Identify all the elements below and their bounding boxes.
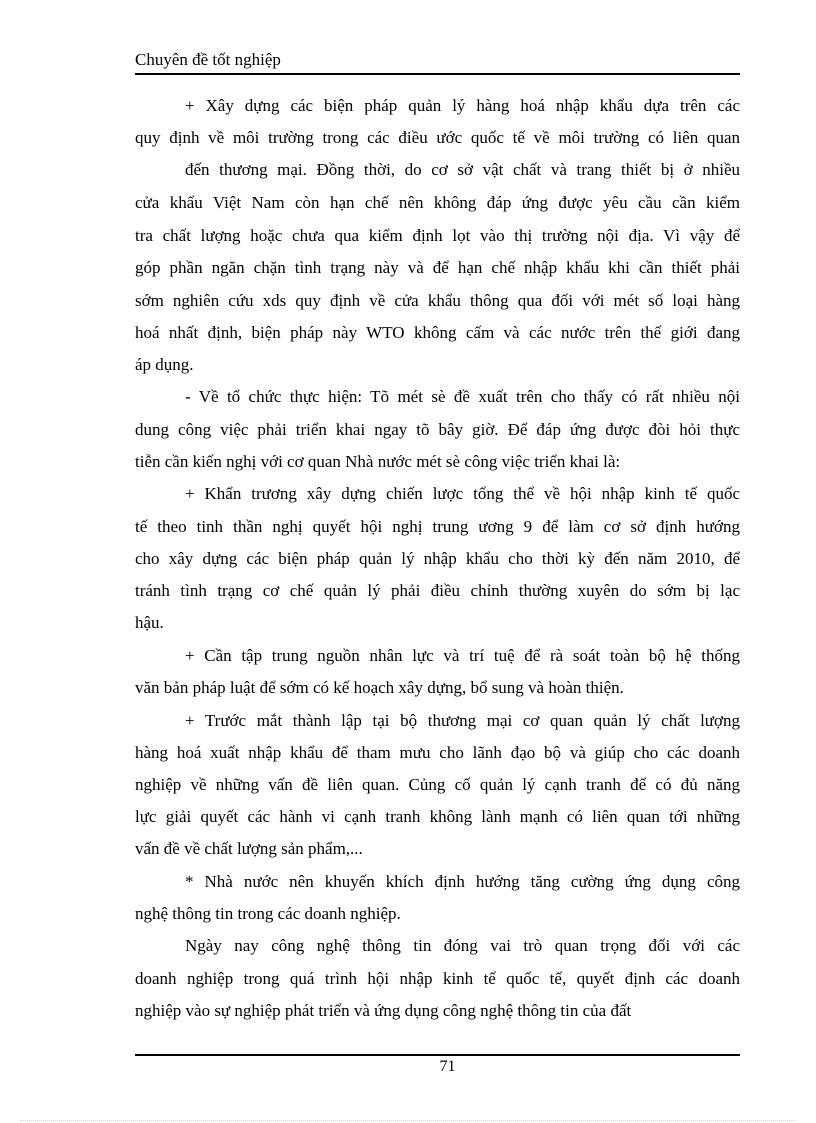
text-line: tiễn cần kiến nghị với cơ quan Nhà nước mét sè công việc triển khai là: — [135, 452, 621, 471]
page-bottom-divider — [20, 1120, 796, 1121]
text-line: nghiệp về những vấn đề liên quan. Củng cố quản lý cạnh tranh để có đủ năng — [135, 775, 740, 794]
text-line: dung công việc phải triển khai ngay tõ bây giờ. Để đáp ứng được đòi hỏi thực — [135, 420, 740, 439]
text-line: văn bản pháp luật để sớm có kế hoạch xây dựng, bổ sung và hoàn thiện. — [135, 678, 624, 697]
text-line: sớm nghiên cứu xds quy định về cửa khẩu thông qua đối với mét số loại hàng — [135, 291, 740, 310]
text-line: + Khẩn trương xây dựng chiến lược tổng thể về hội nhập kinh tế quốc — [185, 484, 740, 503]
page-header — [135, 49, 740, 75]
text-line: tế theo tinh thần nghị quyết hội nghị trung ương 9 để làm cơ sở định hướng — [135, 517, 740, 536]
text-line: - Về tổ chức thực hiện: Tõ mét sè đề xuất trên cho thấy có rất nhiều nội — [185, 387, 740, 406]
text-line: vấn đề về chất lượng sản phẩm,... — [135, 839, 363, 858]
header-title: Chuyên đề tốt nghiệp — [135, 50, 281, 69]
text-line: doanh nghiệp trong quá trình hội nhập kinh tế quốc tế, quyết định các doanh — [135, 969, 740, 988]
text-line: + Cần tập trung nguồn nhân lực và trí tuệ để rà soát toàn bộ hệ thống — [185, 646, 740, 665]
text-line: cửa khẩu Việt Nam còn hạn chế nên không đáp ứng được yêu cầu cần kiểm — [135, 193, 740, 212]
text-line: + Xây dựng các biện pháp quản lý hàng hoá nhập khẩu dựa trên các — [185, 96, 740, 115]
text-line: + Trước mắt thành lập tại bộ thương mại cơ quan quản lý chất lượng — [185, 711, 740, 730]
text-line: cho xây dựng các biện pháp quản lý nhập khẩu cho thời kỳ đến năm 2010, để — [135, 549, 740, 568]
text-line: góp phần ngăn chặn tình trạng này và để hạn chế nhập khẩu khi cần thiết phải — [135, 258, 740, 277]
text-line: đến thương mại. Đồng thời, do cơ sở vật chất và trang thiết bị ở nhiều — [185, 160, 740, 179]
page-number: 71 — [439, 1058, 456, 1075]
text-line: hoá nhất định, biện pháp này WTO không cấm và các nước trên thế giới đang — [135, 323, 740, 342]
text-line: tránh tình trạng cơ chế quản lý phải điều chỉnh thường xuyên do sớm bị lạc — [135, 581, 740, 600]
text-line: nghệ thông tin trong các doanh nghiệp. — [135, 904, 401, 923]
text-line: Ngày nay công nghệ thông tin đóng vai trò quan trọng đối với các — [185, 936, 740, 955]
text-line: áp dụng. — [135, 355, 194, 374]
text-line: quy định về môi trường trong các điều ước quốc tế về môi trường có liên quan — [135, 128, 740, 147]
text-line: hàng hoá xuất nhập khẩu để tham mưu cho lãnh đạo bộ và giúp cho các doanh — [135, 743, 740, 762]
text-line: hậu. — [135, 613, 164, 632]
text-line: lực giải quyết các hành vi cạnh tranh không lành mạnh có liên quan tới những — [135, 807, 740, 826]
text-line: * Nhà nước nên khuyến khích định hướng tăng cường ứng dụng công — [185, 872, 740, 891]
text-line: tra chất lượng hoặc chưa qua kiểm định lọt vào thị trường nội địa. Vì vậy để — [135, 226, 740, 245]
text-line: nghiệp vào sự nghiệp phát triển và ứng dụng công nghệ thông tin của đất — [135, 1001, 632, 1020]
footer-divider — [135, 1054, 740, 1056]
